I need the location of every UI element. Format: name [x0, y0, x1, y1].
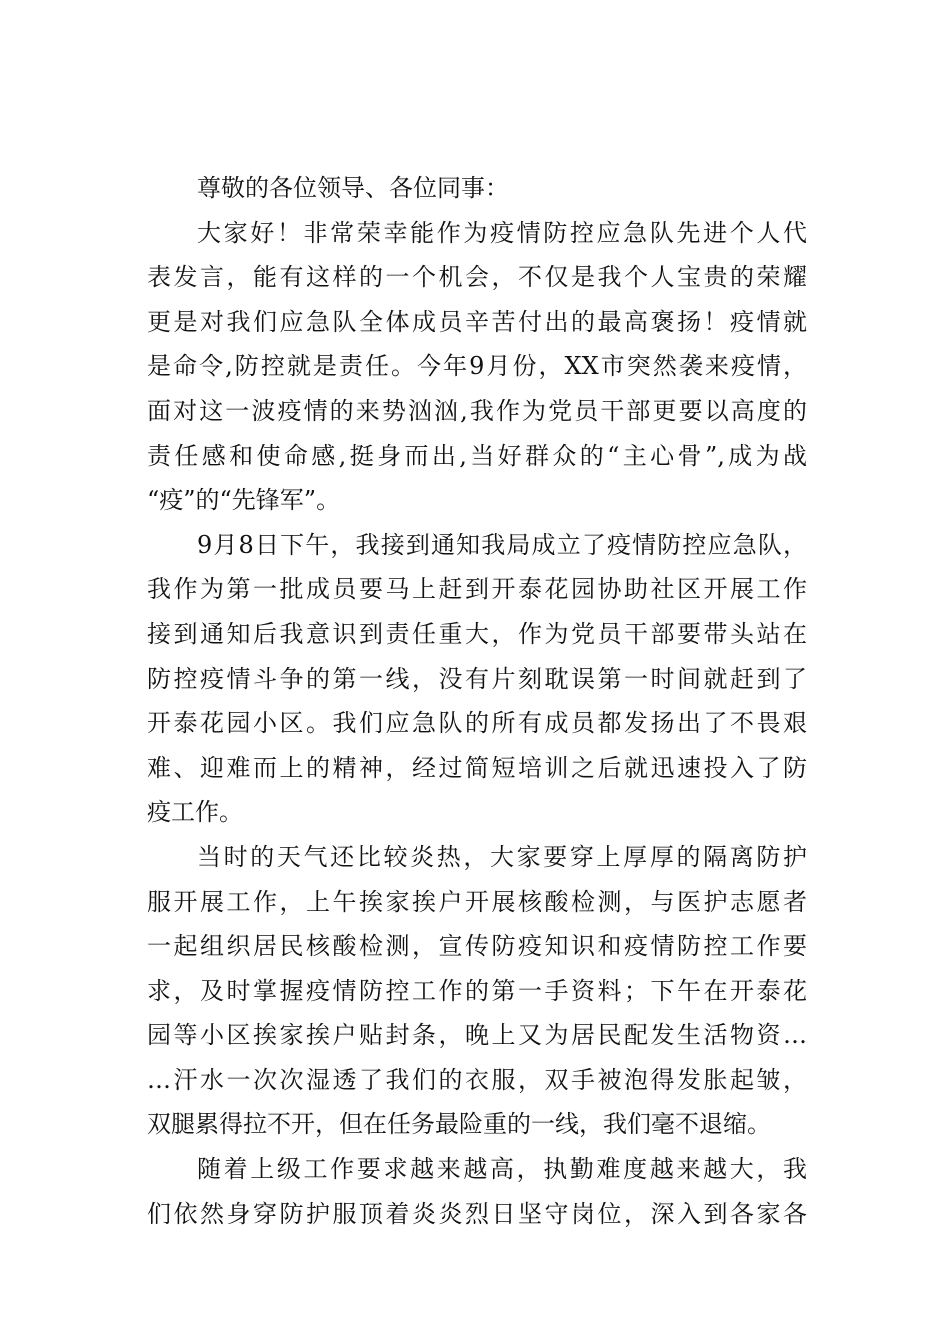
paragraph-1-line-3: 更是对我们应急队全体成员辛苦付出的最高褒扬！疫情就 [147, 307, 807, 336]
paragraph-3-line-2: 服开展工作，上午挨家挨户开展核酸检测，与医护志愿者 [147, 887, 807, 916]
speech-body [147, 166, 807, 1236]
paragraph-2-line-7: 疫工作。 [147, 798, 243, 827]
paragraph-4-line-1: 随着上级工作要求越来越高，执勤难度越来越大，我 [197, 1155, 807, 1184]
paragraph-3-line-4: 求，及时掌握疫情防控工作的第一手资料；下午在开泰花 [147, 976, 807, 1005]
salutation-line: 尊敬的各位领导、各位同事： [197, 174, 509, 202]
paragraph-3-line-3: 一起组织居民核酸检测，宣传防疫知识和疫情防控工作要 [147, 932, 807, 961]
paragraph-3-line-1: 当时的天气还比较炎热，大家要穿上厚厚的隔离防护 [197, 842, 807, 871]
paragraph-2-line-6: 难、迎难而上的精神，经过简短培训之后就迅速投入了防 [147, 753, 807, 782]
paragraph-1-line-7: “疫”的“先锋军”。 [147, 486, 341, 515]
paragraph-2-line-2: 我作为第一批成员要马上赶到开泰花园协助社区开展工作 [147, 575, 807, 604]
paragraph-1-line-4: 是命令,防控就是责任。今年9月份，XX市突然袭来疫情， [147, 352, 807, 381]
paragraph-2-line-1: 9月8日下午，我接到通知我局成立了疫情防控应急队， [197, 530, 807, 559]
paragraph-2-line-3: 接到通知后我意识到责任重大，作为党员干部要带头站在 [147, 619, 807, 648]
paragraph-4-line-2: 们依然身穿防护服顶着炎炎烈日坚守岗位，深入到各家各 [147, 1199, 807, 1228]
paragraph-3-line-6: …汗水一次次湿透了我们的衣服，双手被泡得发胀起皱， [147, 1065, 807, 1094]
paragraph-3-line-5: 园等小区挨家挨户贴封条，晚上又为居民配发生活物资… [147, 1021, 807, 1050]
paragraph-1-line-1: 大家好！非常荣幸能作为疫情防控应急队先进个人代 [197, 218, 807, 247]
paragraph-2-line-5: 开泰花园小区。我们应急队的所有成员都发扬出了不畏艰 [147, 709, 807, 738]
paragraph-2-line-4: 防控疫情斗争的第一线，没有片刻耽误第一时间就赶到了 [147, 664, 807, 693]
paragraph-1-line-5: 面对这一波疫情的来势汹汹,我作为党员干部更要以高度的 [147, 396, 807, 425]
paragraph-1-line-2: 表发言，能有这样的一个机会，不仅是我个人宝贵的荣耀 [147, 263, 807, 292]
paragraph-1-line-6: 责任感和使命感,挺身而出,当好群众的“主心骨”,成为战 [147, 441, 807, 470]
paragraph-3-line-7: 双腿累得拉不开，但在任务最险重的一线，我们毫不退缩。 [147, 1110, 771, 1139]
